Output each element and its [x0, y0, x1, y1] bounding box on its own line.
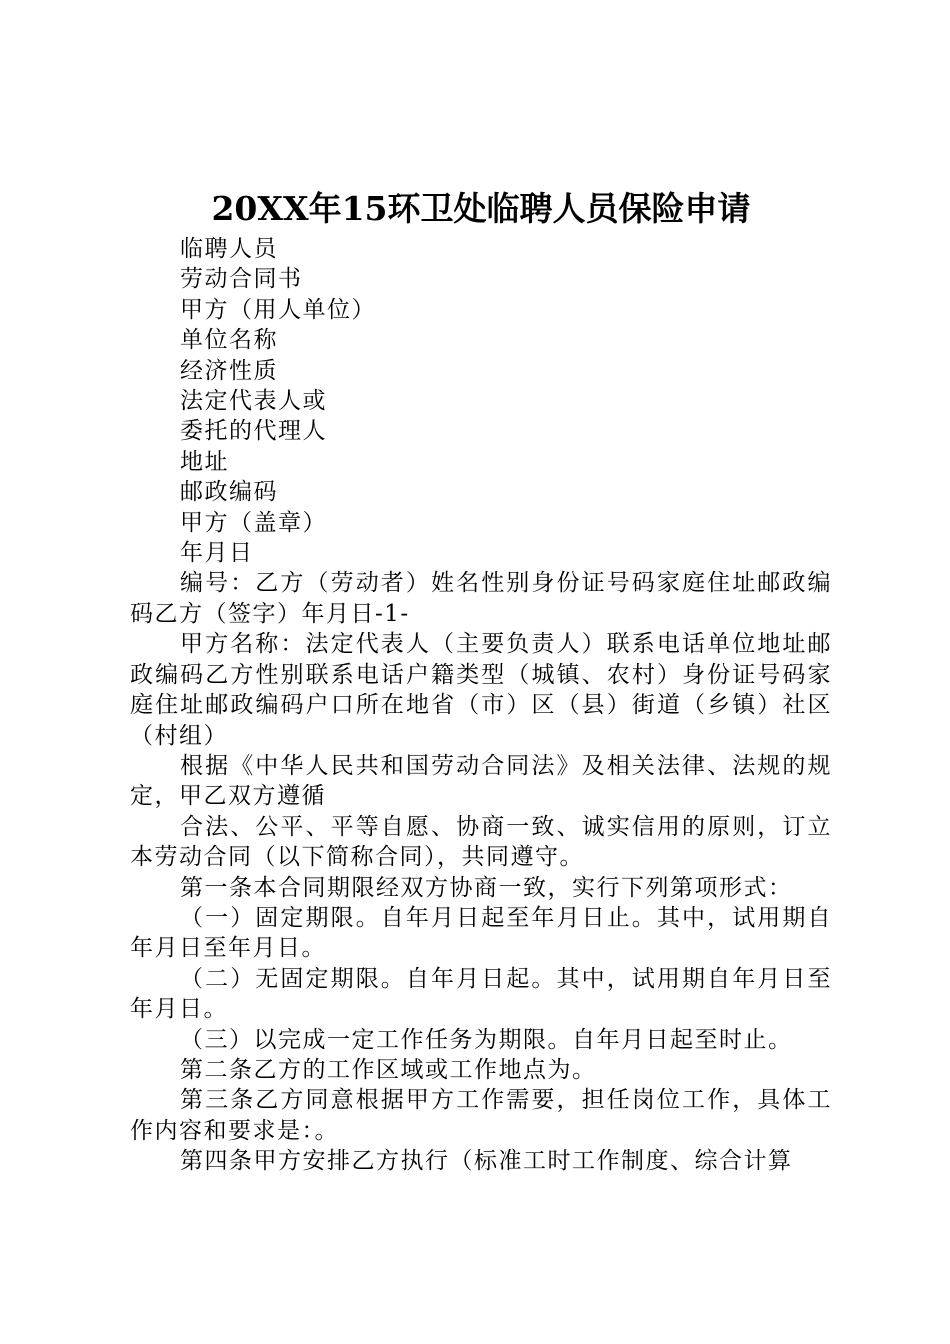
paragraph: 根据《中华人民共和国劳动合同法》及相关法律、法规的规定，甲乙双方遵循	[130, 752, 832, 810]
paragraph: 甲方名称：法定代表人（主要负责人）联系电话单位地址邮政编码乙方性别联系电话户籍类型（城镇、农村）身份证号码家庭住址邮政编码户口所在地省（市）区（县）街道（乡镇）社区（村组）	[130, 631, 832, 749]
text-line: 邮政编码	[180, 479, 278, 506]
paragraph: 第一条本合同期限经双方协商一致，实行下列第项形式：	[180, 874, 793, 901]
text-line: 法定代表人或	[180, 388, 327, 415]
paragraph: 第二条乙方的工作区域或工作地点为。	[180, 1056, 597, 1083]
paragraph: 合法、公平、平等自愿、协商一致、诚实信用的原则，订立本劳动合同（以下简称合同），共同遵守。	[130, 813, 832, 871]
text-line: 甲方（用人单位）	[180, 296, 376, 323]
text-line: 年月日	[180, 540, 254, 567]
paragraph: （二）无固定期限。自年月日起。其中，试用期自年月日至年月日。	[130, 965, 832, 1023]
document-page	[130, 186, 832, 1177]
text-line: 单位名称	[180, 327, 278, 354]
text-line: 甲方（盖章）	[180, 509, 327, 536]
paragraph: 编号：乙方（劳动者）姓名性别身份证号码家庭住址邮政编码乙方（签字）年月日-1-	[130, 570, 832, 627]
paragraph: 第三条乙方同意根据甲方工作需要，担任岗位工作，具体工作内容和要求是：。	[130, 1087, 832, 1144]
text-line: 委托的代理人	[180, 418, 327, 445]
document-title: 20XX年15环卫处临聘人员保险申请	[211, 189, 751, 228]
text-line: 临聘人员	[180, 236, 278, 262]
document-body	[130, 234, 832, 1177]
paragraph: （一）固定期限。自年月日起至年月日止。其中，试用期自年月日至年月日。	[130, 904, 832, 962]
paragraph: （三）以完成一定工作任务为期限。自年月日起至时止。	[180, 1026, 793, 1053]
paragraph: 第四条甲方安排乙方执行（标准工时工作制度、综合计算	[180, 1148, 793, 1175]
text-line: 劳动合同书	[180, 266, 303, 293]
text-line: 经济性质	[180, 357, 278, 384]
text-line: 地址	[180, 448, 229, 475]
